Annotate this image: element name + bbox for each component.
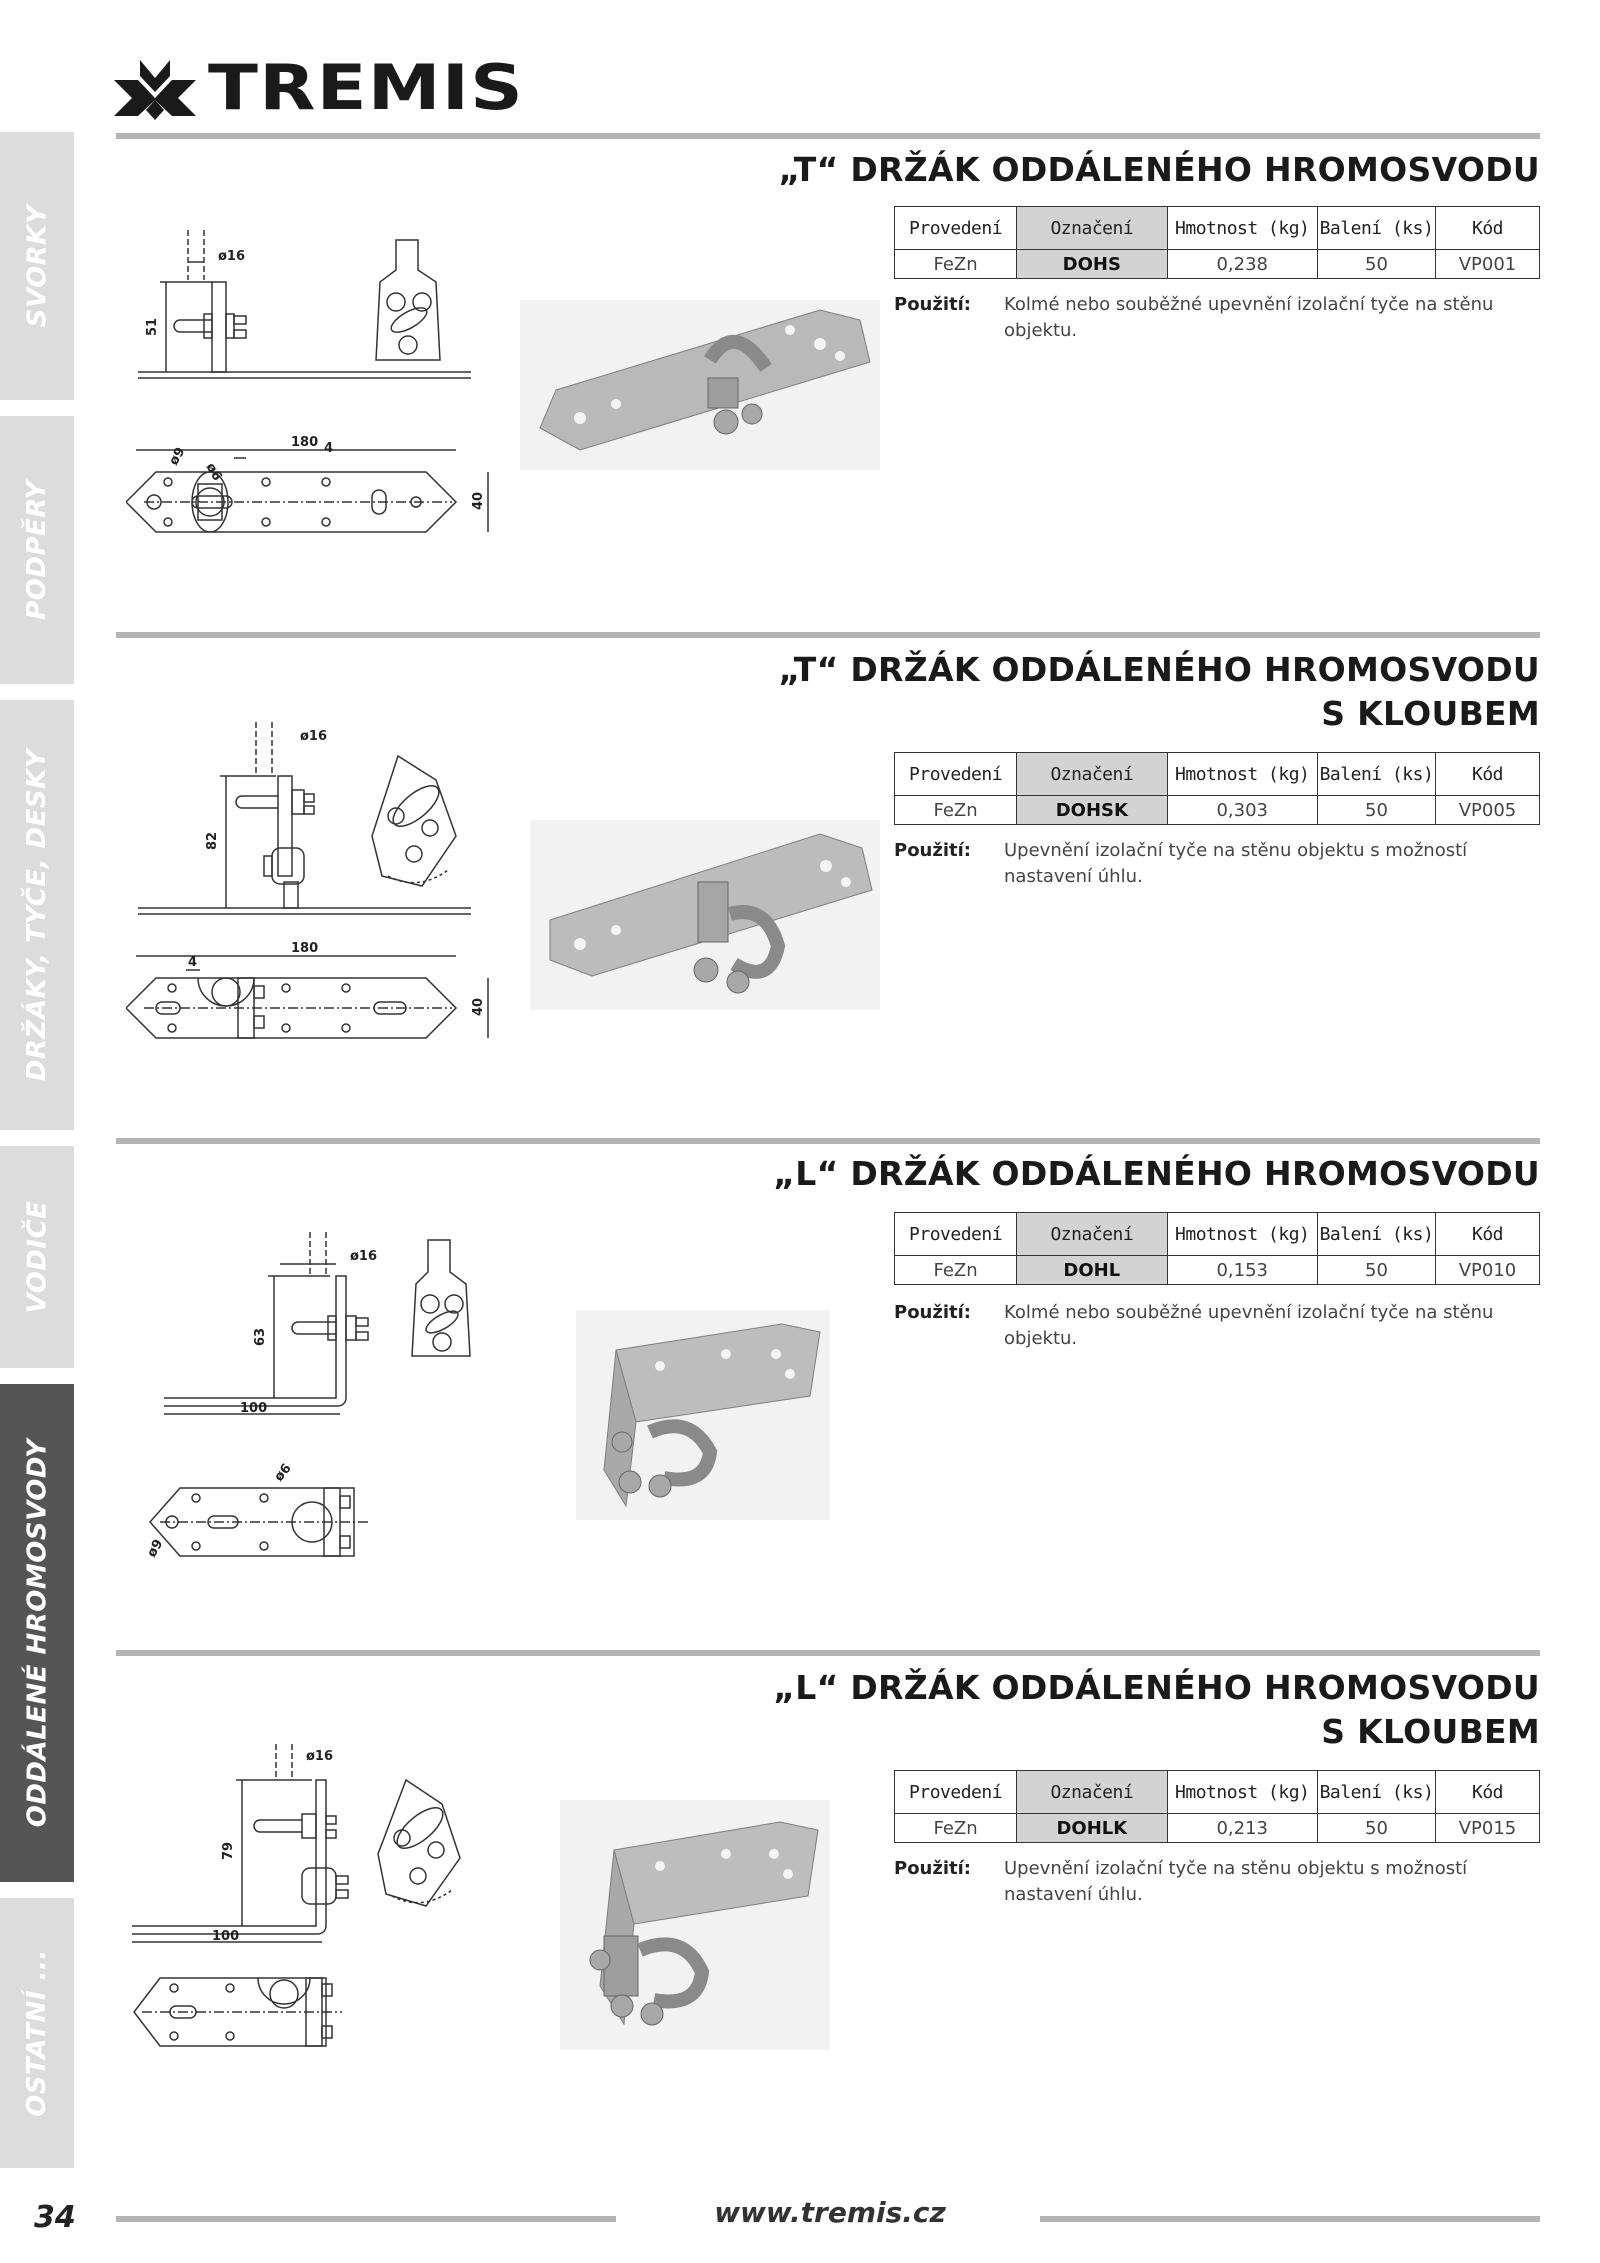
usage-text: objektu. xyxy=(1004,320,1078,341)
dim-label: 82 xyxy=(205,831,220,850)
brand-name: TREMIS xyxy=(208,51,525,124)
title-line: „L“ DRŽÁK ODDÁLENÉHO HROMOSVODU xyxy=(773,1668,1540,1707)
tab-ostatni[interactable] xyxy=(0,1898,74,2168)
dim-label: 51 xyxy=(145,317,160,336)
header-rule xyxy=(116,133,1540,139)
section-rule xyxy=(116,1650,1540,1656)
usage-block xyxy=(894,1856,1540,1908)
cell-material: FeZn xyxy=(895,1814,1017,1843)
usage-block xyxy=(894,838,1540,890)
cell-designation: DOHS xyxy=(1017,250,1167,279)
col-header: Balení (ks) xyxy=(1317,1213,1435,1256)
dim-label: ø16 xyxy=(306,1749,334,1764)
dim-label: ø9 xyxy=(166,444,189,468)
col-header: Označení xyxy=(1017,1213,1167,1256)
title-line: S KLOUBEM xyxy=(1321,1712,1540,1751)
usage-label: Použití: xyxy=(894,1858,971,1879)
spec-table xyxy=(894,752,1540,825)
cell-weight: 0,153 xyxy=(1167,1256,1317,1285)
tab-label: PODPĚRY xyxy=(22,480,52,620)
technical-drawing xyxy=(126,716,496,1066)
product-photo xyxy=(520,300,880,470)
cell-code: VP001 xyxy=(1436,250,1540,279)
product-title xyxy=(773,1666,1540,1754)
usage-label: Použití: xyxy=(894,1302,971,1323)
tab-label: OSTATNÍ ... xyxy=(22,1949,52,2117)
col-header: Označení xyxy=(1017,1771,1167,1814)
usage-text: Kolmé nebo souběžné upevnění izolační tyče na stěnu xyxy=(1004,1302,1494,1323)
section-rule xyxy=(116,1138,1540,1144)
cell-weight: 0,303 xyxy=(1167,796,1317,825)
dim-label: ø6 xyxy=(202,460,225,484)
table-row xyxy=(895,1814,1540,1843)
table-row xyxy=(895,796,1540,825)
cell-designation: DOHL xyxy=(1017,1256,1167,1285)
tab-podpery[interactable] xyxy=(0,416,74,684)
tab-label: DRŽÁKY, TYČE, DESKY xyxy=(22,748,53,1082)
tab-label: SVORKY xyxy=(22,204,52,328)
col-header: Hmotnost (kg) xyxy=(1167,1771,1317,1814)
title-line: S KLOUBEM xyxy=(1321,694,1540,733)
dim-label: 180 xyxy=(291,435,319,450)
usage-block xyxy=(894,1300,1540,1352)
product-title xyxy=(778,648,1540,736)
dim-label: 100 xyxy=(240,1401,268,1416)
cell-package: 50 xyxy=(1317,250,1435,279)
cell-weight: 0,238 xyxy=(1167,250,1317,279)
usage-text: Upevnění izolační tyče na stěnu objektu s možností xyxy=(1004,840,1468,861)
cell-code: VP005 xyxy=(1436,796,1540,825)
page-number: 34 xyxy=(34,2200,76,2235)
usage-label: Použití: xyxy=(894,294,971,315)
brand-logo xyxy=(112,51,525,124)
product-photo xyxy=(576,1310,830,1520)
dim-label: ø6 xyxy=(271,1461,295,1485)
table-row xyxy=(895,250,1540,279)
col-header: Označení xyxy=(1017,207,1167,250)
col-header: Balení (ks) xyxy=(1317,207,1435,250)
tab-vodice[interactable] xyxy=(0,1146,74,1368)
col-header: Provedení xyxy=(895,207,1017,250)
col-header: Provedení xyxy=(895,1213,1017,1256)
col-header: Kód xyxy=(1436,753,1540,796)
footer-rule-left xyxy=(116,2216,616,2222)
col-header: Hmotnost (kg) xyxy=(1167,207,1317,250)
cell-material: FeZn xyxy=(895,796,1017,825)
usage-text: nastavení úhlu. xyxy=(1004,866,1143,887)
dim-label: 4 xyxy=(188,955,198,970)
cell-weight: 0,213 xyxy=(1167,1814,1317,1843)
usage-text: Kolmé nebo souběžné upevnění izolační tyče na stěnu xyxy=(1004,294,1494,315)
usage-text: objektu. xyxy=(1004,1328,1078,1349)
tab-svorky[interactable] xyxy=(0,132,74,400)
dim-label: 180 xyxy=(291,941,319,956)
spec-table xyxy=(894,206,1540,279)
col-header: Provedení xyxy=(895,753,1017,796)
dim-label: 100 xyxy=(212,1929,240,1944)
cell-code: VP015 xyxy=(1436,1814,1540,1843)
footer-url[interactable]: www.tremis.cz xyxy=(714,2196,946,2229)
spec-table xyxy=(894,1212,1540,1285)
col-header: Kód xyxy=(1436,1213,1540,1256)
cell-material: FeZn xyxy=(895,250,1017,279)
tab-drzaky[interactable] xyxy=(0,700,74,1130)
cell-code: VP010 xyxy=(1436,1256,1540,1285)
dim-label: 40 xyxy=(471,997,486,1016)
col-header: Kód xyxy=(1436,207,1540,250)
dim-label: 79 xyxy=(221,1841,236,1860)
usage-label: Použití: xyxy=(894,840,971,861)
col-header: Balení (ks) xyxy=(1317,1771,1435,1814)
col-header: Kód xyxy=(1436,1771,1540,1814)
col-header: Hmotnost (kg) xyxy=(1167,753,1317,796)
section-rule xyxy=(116,632,1540,638)
dim-label: 40 xyxy=(471,491,486,510)
dim-label: 4 xyxy=(324,441,334,456)
title-line: „L“ DRŽÁK ODDÁLENÉHO HROMOSVODU xyxy=(773,1154,1540,1193)
col-header: Provedení xyxy=(895,1771,1017,1814)
col-header: Hmotnost (kg) xyxy=(1167,1213,1317,1256)
technical-drawing xyxy=(126,220,496,600)
product-photo xyxy=(530,820,880,1010)
product-photo xyxy=(560,1800,830,2050)
tab-label: VODIČE xyxy=(22,1200,52,1314)
dim-label: ø9 xyxy=(144,1536,167,1560)
cell-package: 50 xyxy=(1317,796,1435,825)
usage-text: nastavení úhlu. xyxy=(1004,1884,1143,1905)
tremis-logo-icon xyxy=(112,56,198,120)
cell-material: FeZn xyxy=(895,1256,1017,1285)
dim-label: 63 xyxy=(253,1327,268,1346)
usage-block xyxy=(894,292,1540,344)
technical-drawing xyxy=(140,1226,500,1586)
cell-designation: DOHLK xyxy=(1017,1814,1167,1843)
cell-package: 50 xyxy=(1317,1814,1435,1843)
col-header: Označení xyxy=(1017,753,1167,796)
cell-package: 50 xyxy=(1317,1256,1435,1285)
technical-drawing xyxy=(126,1740,486,2080)
dim-label: ø16 xyxy=(218,249,246,264)
tab-label: ODDÁLENÉ HROMOSVODY xyxy=(22,1438,52,1828)
dim-label: ø16 xyxy=(350,1249,378,1264)
tab-oddalene-hromosvody[interactable] xyxy=(0,1384,74,1882)
dim-label: ø16 xyxy=(300,729,328,744)
spec-table xyxy=(894,1770,1540,1843)
usage-text: Upevnění izolační tyče na stěnu objektu s možností xyxy=(1004,1858,1468,1879)
product-title xyxy=(773,1152,1540,1196)
title-line: „T“ DRŽÁK ODDÁLENÉHO HROMOSVODU xyxy=(778,150,1540,189)
col-header: Balení (ks) xyxy=(1317,753,1435,796)
footer-rule-right xyxy=(1040,2216,1540,2222)
table-row xyxy=(895,1256,1540,1285)
product-title xyxy=(778,148,1540,192)
cell-designation: DOHSK xyxy=(1017,796,1167,825)
title-line: „T“ DRŽÁK ODDÁLENÉHO HROMOSVODU xyxy=(778,650,1540,689)
